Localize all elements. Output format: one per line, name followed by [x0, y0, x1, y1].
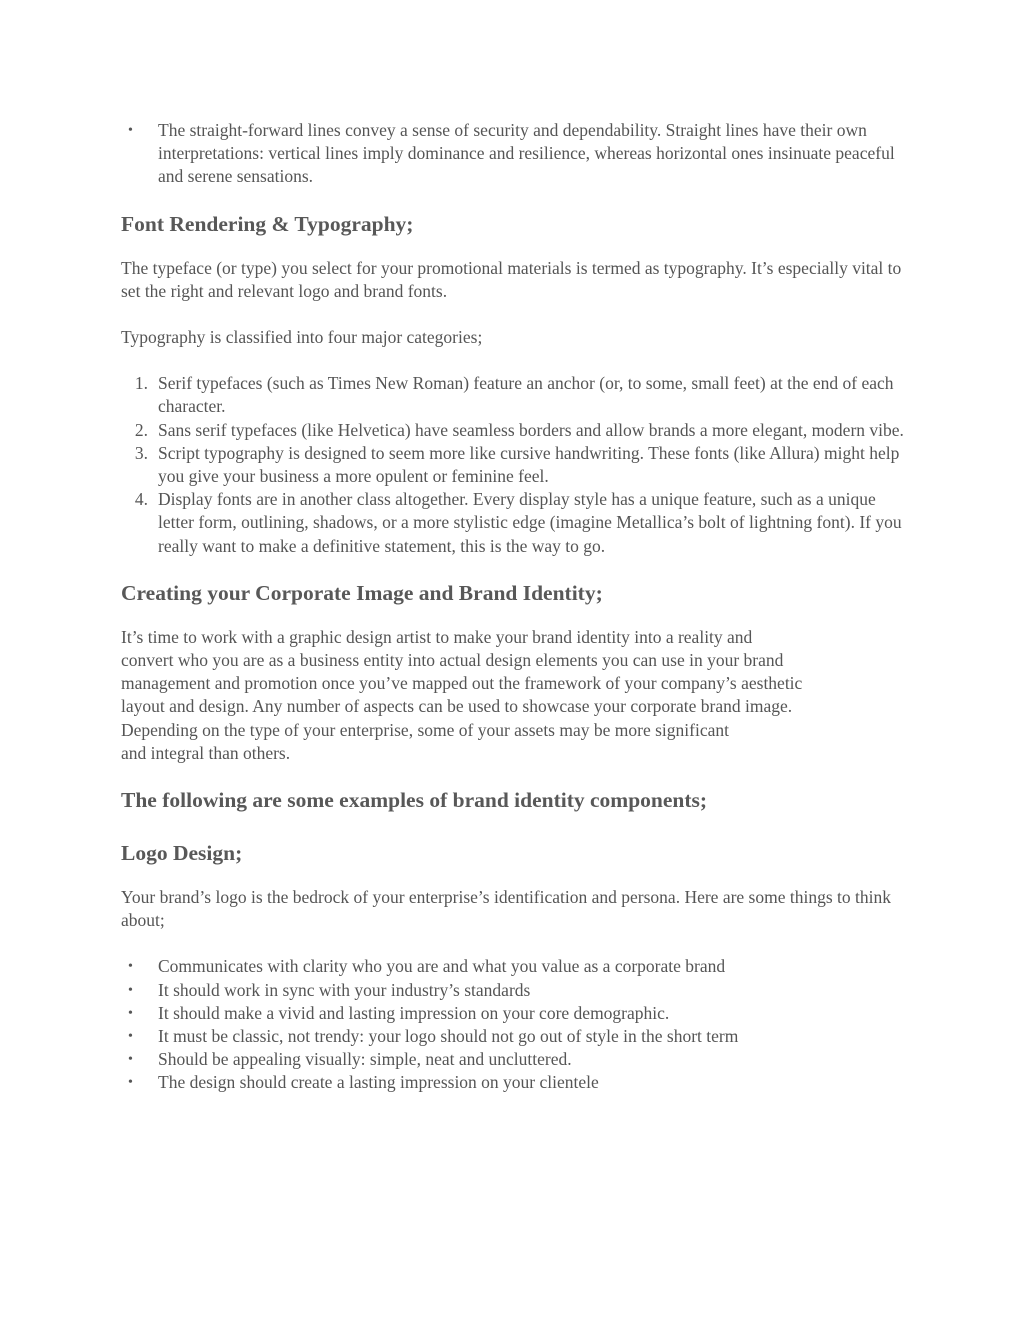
typography-paragraph-2: Typography is classified into four major categories; [121, 327, 483, 348]
list-number: 1. [134, 373, 148, 394]
list-item-text: Display fonts are in another class altogether. Every display style has a unique feature, such as a unique letter form, outlining, shadows, or a more stylistic edge (imagine Metallica’s bolt of lightning font). If you really want to make a definitive statement, this is the way to go. [158, 489, 902, 556]
bullet-marker: • [128, 1052, 133, 1068]
section-heading-typography: Font Rendering & Typography; [121, 211, 414, 236]
list-item [121, 119, 911, 189]
paragraph-line: Depending on the type of your enterprise, some of your assets may be more significant [121, 719, 729, 740]
list-item-text: It should work in sync with your industry’s standards [158, 979, 531, 1000]
list-item [121, 372, 911, 418]
list-item-text: Communicates with clarity who you are and what you value as a corporate brand [158, 956, 726, 977]
list-item-text: Serif typefaces (such as Times New Roman) feature an anchor (or, to some, small feet) at the end of each character. [158, 373, 894, 417]
corporate-paragraph [121, 626, 911, 765]
paragraph-line: It’s time to work with a graphic design artist to make your brand identity into a reality and [121, 626, 753, 647]
list-item-text: The design should create a lasting impression on your clientele [158, 1072, 599, 1093]
bullet-marker: • [128, 123, 133, 138]
list-item [121, 1025, 911, 1048]
list-item-text: Script typography is designed to seem more like cursive handwriting. These fonts (like Allura) might help you give your business a more opulent or feminine feel. [158, 442, 900, 487]
list-item [121, 1002, 911, 1025]
bullet-marker: • [128, 1005, 133, 1021]
list-item-text: It must be classic, not trendy: your logo should not go out of style in the short term [158, 1026, 739, 1047]
paragraph-line: convert who you are as a business entity into actual design elements you can use in your brand [121, 650, 784, 671]
section-heading-logo-design: Logo Design; [121, 841, 243, 866]
list-item [121, 1071, 911, 1094]
list-item [121, 979, 911, 1002]
list-number: 2. [134, 419, 148, 440]
paragraph-line: management and promotion once you’ve mapped out the framework of your company’s aesthetic [121, 673, 803, 694]
list-item [121, 442, 911, 488]
bullet-marker: • [128, 1029, 133, 1045]
bullet-marker: • [128, 982, 133, 998]
typography-category-list [121, 372, 911, 558]
logo-bullet-list [121, 955, 911, 1094]
list-item [121, 419, 911, 442]
bullet-marker: • [128, 1075, 133, 1091]
bullet-marker: • [128, 959, 133, 975]
list-item [121, 1048, 911, 1071]
section-heading-corporate-image: Creating your Corporate Image and Brand Identity; [121, 580, 603, 605]
list-number: 4. [134, 489, 148, 510]
paragraph-line: and integral than others. [121, 742, 291, 763]
list-item [121, 955, 911, 978]
list-item-text: The straight-forward lines convey a sense of security and dependability. Straight lines have their own interpretations: vertical lines imply dominance and resilience, whereas horizontal ones insinuate peaceful and serene sensations. [158, 120, 895, 187]
list-number: 3. [134, 442, 148, 463]
list-item-text: Sans serif typefaces (like Helvetica) have seamless borders and allow brands a more elegant, modern vibe. [158, 419, 904, 440]
list-item [121, 488, 911, 558]
list-item-text: Should be appealing visually: simple, neat and uncluttered. [158, 1049, 572, 1070]
list-item-text: It should make a vivid and lasting impression on your core demographic. [158, 1002, 670, 1023]
typography-paragraph-1: The typeface (or type) you select for your promotional materials is termed as typography. It’s especially vital to set the right and relevant logo and brand fonts. [121, 257, 902, 301]
paragraph-line: layout and design. Any number of aspects can be used to showcase your corporate brand image. [121, 696, 793, 717]
section-heading-brand-components: The following are some examples of brand identity components; [121, 788, 708, 813]
document-page [121, 119, 911, 1095]
logo-paragraph: Your brand’s logo is the bedrock of your enterprise’s identification and persona. Here are some things to think about; [121, 887, 891, 931]
intro-bullet-list [121, 119, 911, 189]
